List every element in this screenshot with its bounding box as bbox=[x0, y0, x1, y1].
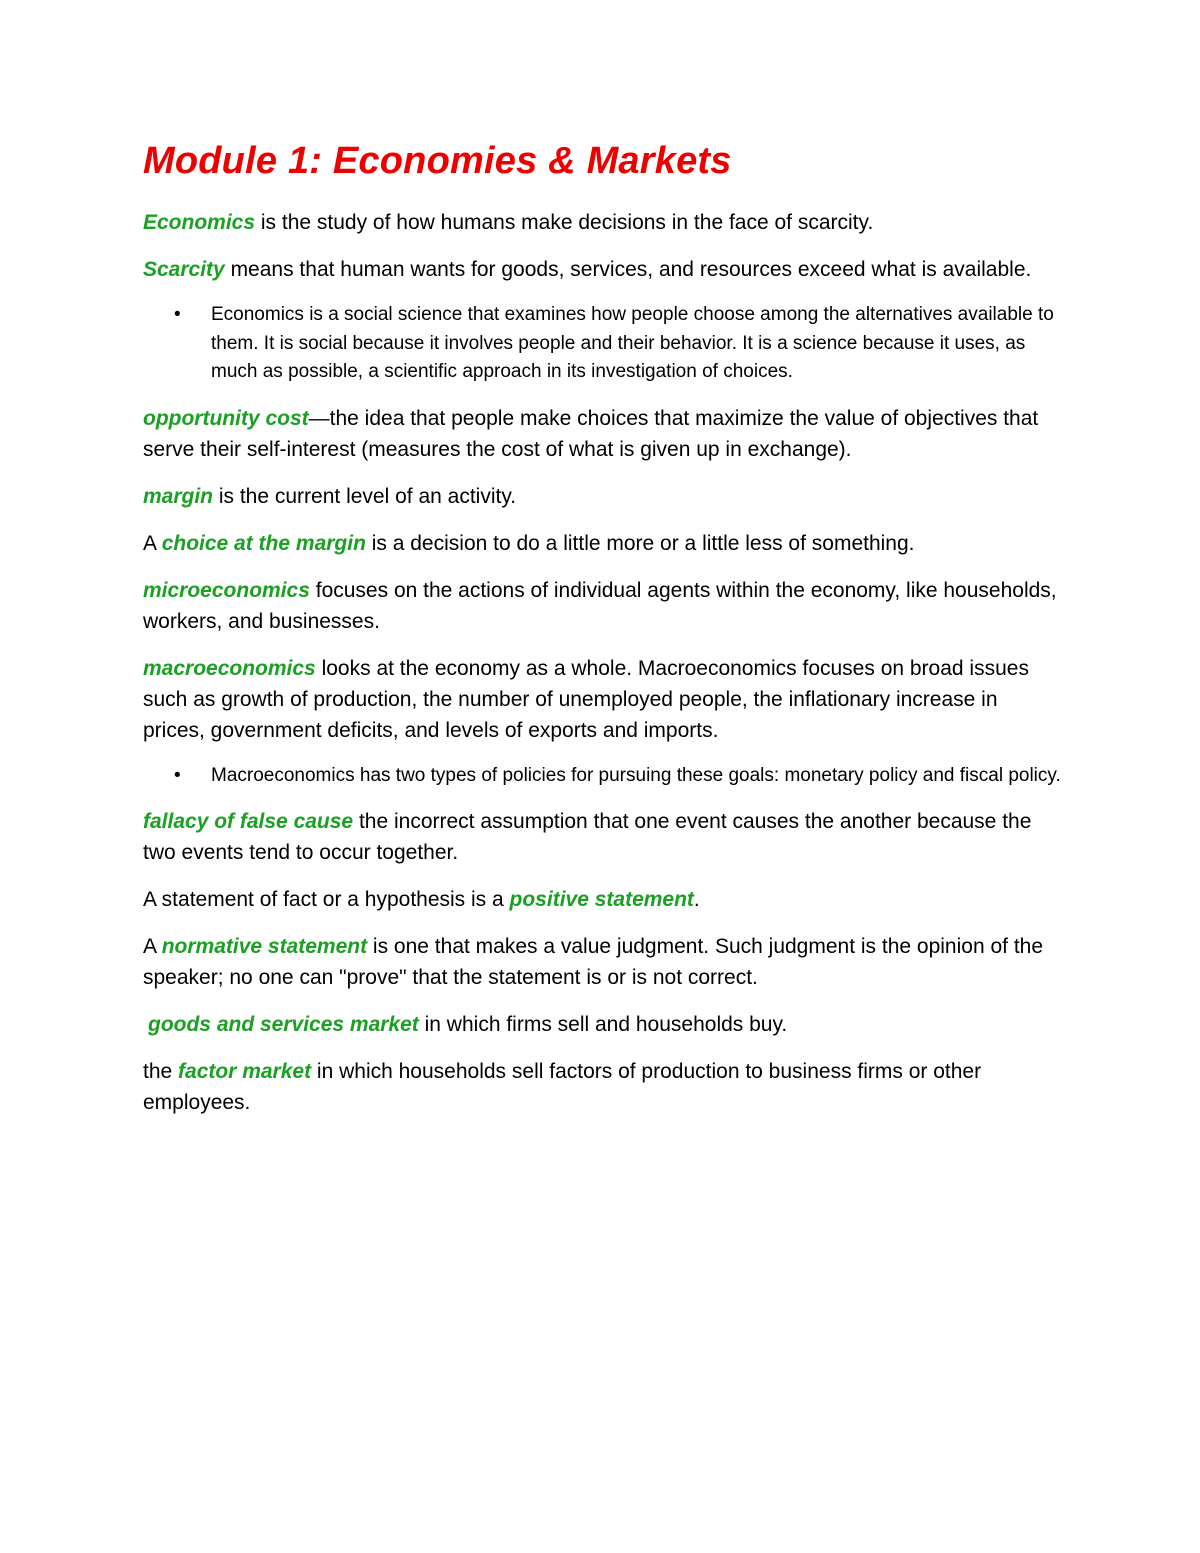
definition-positive-statement: . bbox=[693, 888, 700, 911]
paragraph-scarcity bbox=[143, 254, 1063, 285]
term-fallacy: fallacy of false cause bbox=[143, 810, 354, 833]
term-opportunity-cost: opportunity cost bbox=[143, 406, 309, 430]
definition-opportunity-cost: —the idea that people make choices that maximize the value of objectives that serve their self-interest (measures the cost of what is given up in exchange). bbox=[143, 406, 1039, 461]
paragraph-factor-market bbox=[143, 1056, 1063, 1118]
bullet-icon: • bbox=[174, 304, 181, 325]
lead-choice-at-margin: A bbox=[143, 531, 162, 555]
paragraph-opportunity-cost bbox=[143, 403, 1063, 465]
paragraph-economics bbox=[143, 207, 1063, 238]
paragraph-positive-statement bbox=[143, 884, 1063, 915]
term-normative-statement: normative statement bbox=[161, 935, 368, 958]
definition-factor-market: in which households sell factors of production to business firms or other employees. bbox=[143, 1060, 982, 1114]
definition-goods-services: in which firms sell and households buy. bbox=[418, 1013, 788, 1036]
lead-positive-statement: A statement of fact or a hypothesis is a bbox=[143, 888, 510, 911]
bullet-list-macroeconomics bbox=[143, 762, 1063, 791]
list-item bbox=[143, 762, 1063, 791]
term-choice-at-margin: choice at the margin bbox=[161, 531, 366, 555]
page-title: Module 1: Economies & Markets bbox=[143, 140, 732, 182]
list-item bbox=[143, 301, 1063, 387]
term-margin: margin bbox=[143, 484, 214, 508]
paragraph-fallacy bbox=[143, 806, 1063, 868]
definition-scarcity: means that human wants for goods, services, and resources exceed what is available. bbox=[224, 258, 1032, 281]
bullet-text: Macroeconomics has two types of policies for pursuing these goals: monetary policy and fiscal policy. bbox=[211, 764, 1061, 786]
term-positive-statement: positive statement bbox=[509, 888, 694, 911]
definition-margin: is the current level of an activity. bbox=[213, 484, 517, 508]
term-macroeconomics: macroeconomics bbox=[143, 656, 316, 680]
term-goods-services: goods and services market bbox=[148, 1013, 419, 1036]
definition-choice-at-margin: is a decision to do a little more or a little less of something. bbox=[365, 531, 915, 555]
paragraph-choice-at-margin bbox=[143, 528, 1063, 559]
definition-economics: is the study of how humans make decisions in the face of scarcity. bbox=[255, 211, 874, 234]
paragraph-goods-services bbox=[143, 1009, 1063, 1040]
bullet-text: Economics is a social science that examines how people choose among the alternatives available to them. It is social because it involves people and their behavior. It is a science because it uses, as much as possible, a scientific approach in its investigation of choices. bbox=[211, 304, 1054, 382]
term-microeconomics: microeconomics bbox=[143, 578, 310, 602]
definition-normative-statement: is one that makes a value judgment. Such judgment is the opinion of the speaker; no one can "prove" that the statement is or is not correct. bbox=[143, 935, 1044, 989]
term-economics: Economics bbox=[143, 211, 256, 234]
document-body bbox=[143, 207, 1063, 1134]
paragraph-normative-statement bbox=[143, 931, 1063, 993]
term-factor-market: factor market bbox=[178, 1060, 312, 1083]
paragraph-margin bbox=[143, 481, 1063, 512]
definition-macroeconomics: looks at the economy as a whole. Macroeconomics focuses on broad issues such as growth of production, the number of unemployed people, the inflationary increase in prices, government deficits, and levels of exports and imports. bbox=[143, 656, 1029, 742]
lead-normative-statement: A bbox=[143, 935, 162, 958]
paragraph-microeconomics bbox=[143, 575, 1063, 637]
paragraph-macroeconomics bbox=[143, 653, 1063, 746]
bullet-list-economics bbox=[143, 301, 1063, 387]
definition-fallacy: the incorrect assumption that one event causes the another because the two events tend to occur together. bbox=[143, 810, 1032, 864]
lead-factor-market: the bbox=[143, 1060, 179, 1083]
definition-microeconomics: focuses on the actions of individual agents within the economy, like households, workers, and businesses. bbox=[143, 578, 1057, 633]
bullet-icon: • bbox=[174, 764, 181, 786]
term-scarcity: Scarcity bbox=[143, 258, 225, 281]
